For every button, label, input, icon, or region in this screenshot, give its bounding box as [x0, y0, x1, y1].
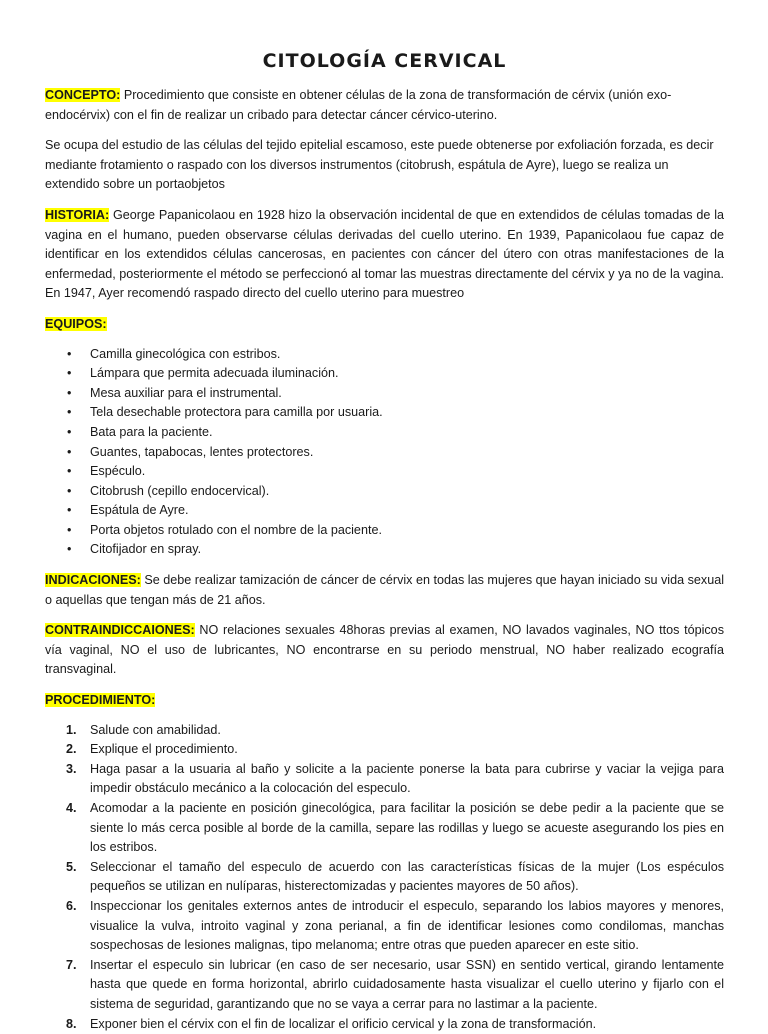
step-text: Seleccionar el tamaño del especulo de acuerdo con las características físicas de la mujer (Los espéculos pequeños se utilizan en nulíparas, histerectomizadas y pacientes mayores de 50 años).: [90, 859, 724, 894]
list-item: [45, 721, 724, 741]
concepto-paragraph-2: Se ocupa del estudio de las células del tejido epitelial escamoso, este puede obtenerse por exfoliación forzada, es decir mediante frotamiento o raspado con los diversos instrumentos (citobrush, espátula de Ayre), luego se realiza un extendido sobre un portaobjetos: [45, 138, 714, 192]
list-item: [45, 403, 724, 423]
historia-paragraph: [45, 206, 724, 304]
bullet-icon: •: [67, 405, 72, 420]
procedimiento-label: PROCEDIMIENTO:: [45, 693, 156, 708]
procedimiento-heading: [45, 691, 724, 711]
list-item-text: Bata para la paciente.: [90, 424, 213, 439]
list-item-text: Porta objetos rotulado con el nombre de la paciente.: [90, 522, 382, 537]
contraindicaciones-paragraph: [45, 621, 724, 680]
concepto-label: CONCEPTO:: [45, 88, 121, 102]
list-item: [45, 760, 724, 799]
concepto-text: Procedimiento que consiste en obtener células de la zona de transformación de cérvix (unión exo-endocérvix) con el fin de realizar un cribado para detectar cáncer cérvico-uterino.: [45, 88, 672, 122]
list-item-text: Citofijador en spray.: [90, 542, 202, 557]
list-item: [45, 799, 724, 858]
step-text: Haga pasar a la usuaria al baño y solicite a la paciente ponerse la bata para cubrirse y vaciar la vejiga para impedir obstáculo mecánico a la colocación del especulo.: [90, 761, 724, 796]
document-title: CITOLOGÍA CERVICAL: [262, 50, 507, 72]
step-text: Salude con amabilidad.: [90, 722, 221, 737]
step-text: Insertar el especulo sin lubricar (en caso de ser necesario, usar SSN) en sentido vertical, girando lentamente hasta que quede en forma horizontal, abrirlo cuidadosamente hasta visualizar el cuello uterino y fijarlo con el sistema de seguridad, garantizando que no se vaya a cerrar para no lastimar a la paciente.: [90, 957, 724, 1011]
contraindicaciones-label: CONTRAINDICCAIONES:: [45, 623, 195, 638]
bullet-icon: •: [67, 385, 72, 400]
indicaciones-label: INDICACIONES:: [45, 573, 141, 588]
step-number: 2.: [66, 742, 77, 757]
list-item-text: Lámpara que permita adecuada iluminación.: [90, 366, 339, 381]
list-item: [45, 540, 724, 560]
bullet-icon: •: [67, 346, 72, 361]
procedimiento-list: [45, 721, 724, 1034]
indicaciones-paragraph: [45, 571, 724, 610]
list-item-text: Guantes, tapabocas, lentes protectores.: [90, 444, 314, 459]
equipos-list: [45, 345, 724, 561]
list-item-text: Citobrush (cepillo endocervical).: [90, 483, 270, 498]
list-item: [45, 345, 724, 365]
step-text: Explique el procedimiento.: [90, 742, 238, 757]
list-item-text: Tela desechable protectora para camilla por usuaria.: [90, 405, 383, 420]
list-item: [45, 501, 724, 521]
step-number: 1.: [66, 722, 77, 737]
list-item: [45, 482, 724, 502]
list-item: [45, 384, 724, 404]
list-item-text: Mesa auxiliar para el instrumental.: [90, 385, 282, 400]
list-item: [45, 462, 724, 482]
list-item: [45, 423, 724, 443]
step-text: Inspeccionar los genitales externos antes de introducir el especulo, separando los labios mayores y menores, visualice la vulva, introito vaginal y zona perianal, a fin de identificar lesiones como condilomas, manchas sospechosas de lesiones malignas, tipo melanoma; entre otras que pueden aparecer en este sitio.: [90, 898, 724, 953]
step-text: Exponer bien el cérvix con el fin de localizar el orificio cervical y la zona de transformación.: [90, 1016, 597, 1031]
list-item: [45, 364, 724, 384]
list-item: [45, 443, 724, 463]
bullet-icon: •: [67, 503, 72, 518]
equipos-heading: [45, 315, 724, 335]
bullet-icon: •: [67, 424, 72, 439]
indicaciones-text: Se debe realizar tamización de cáncer de cérvix en todas las mujeres que hayan iniciado su vida sexual o aquellas que tengan más de 21 años.: [45, 573, 724, 607]
list-item: [45, 740, 724, 760]
step-number: 6.: [66, 898, 77, 913]
list-item: [45, 521, 724, 541]
contraindicaciones-text: NO relaciones sexuales 48horas previas al examen, NO lavados vaginales, NO ttos tópicos vía vaginal, NO el uso de lubricantes, NO encontrarse en su periodo menstrual, NO haber realizado ecografía transvaginal.: [45, 623, 724, 677]
list-item: [45, 1015, 724, 1034]
equipos-label: EQUIPOS:: [45, 316, 107, 331]
bullet-icon: •: [67, 366, 72, 381]
step-number: 4.: [66, 801, 77, 815]
bullet-icon: •: [67, 542, 72, 557]
list-item-text: Camilla ginecológica con estribos.: [90, 346, 281, 361]
list-item: [45, 897, 724, 956]
bullet-icon: •: [67, 483, 72, 498]
historia-text: George Papanicolaou en 1928 hizo la observación incidental de que en extendidos de células tomadas de la vagina en el humano, pueden observarse células derivadas del cuello uterino. En 1939, Papanicolaou fue capaz de identificar en los extendidos células cancerosas, en pacientes con cáncer del útero con otras manifestaciones de la enfermedad, posteriormente el método se perfeccionó al tomar las muestras directamente del cérvix y ya no de la vagina. En 1947, Ayer recomendó raspado directo del cuello uterino para muestreo: [45, 207, 724, 301]
bullet-icon: •: [67, 464, 72, 479]
step-text: Acomodar a la paciente en posición ginecológica, para facilitar la posición se debe pedir a la paciente que se siente lo más cerca posible al borde de la camilla, separe las rodillas y luego se acueste asegurando los pies en los estribos.: [90, 801, 724, 855]
step-number: 7.: [66, 957, 77, 972]
step-number: 8.: [66, 1016, 77, 1031]
step-number: 5.: [66, 859, 77, 874]
list-item: [45, 956, 724, 1015]
list-item-text: Espéculo.: [90, 464, 146, 479]
list-item: [45, 858, 724, 897]
bullet-icon: •: [67, 522, 72, 537]
step-number: 3.: [66, 761, 77, 776]
historia-label: HISTORIA:: [45, 207, 110, 222]
bullet-icon: •: [67, 444, 72, 459]
list-item-text: Espátula de Ayre.: [90, 503, 189, 518]
concepto-paragraph: [45, 86, 724, 125]
